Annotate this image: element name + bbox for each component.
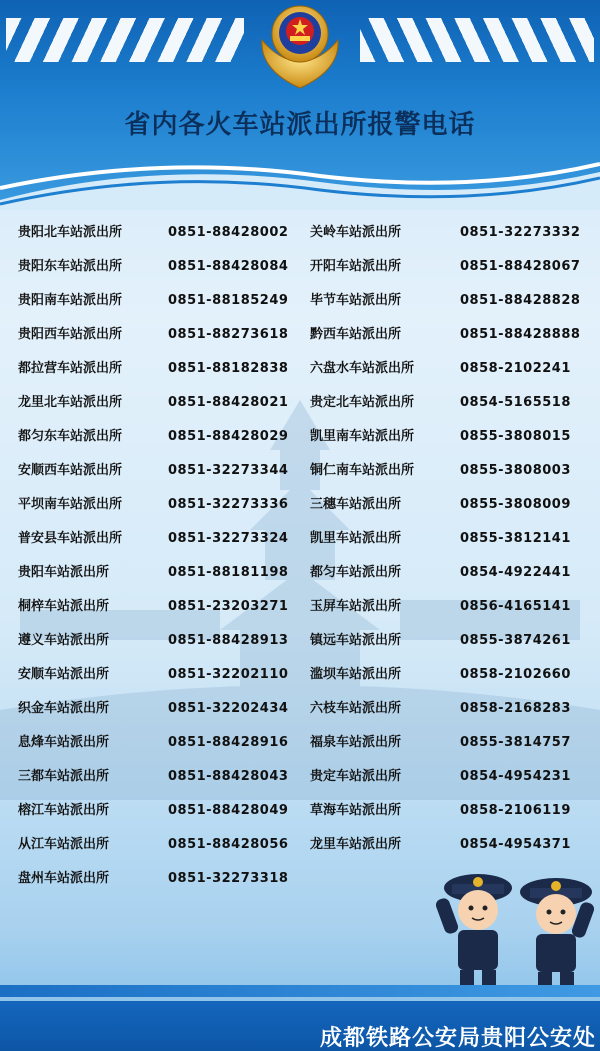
station-name: 贵阳车站派出所	[18, 565, 110, 580]
station-phone: 0851-88428067	[460, 259, 581, 274]
station-phone: 0851-88428056	[168, 837, 289, 852]
list-item	[0, 658, 600, 692]
station-name: 息烽车站派出所	[18, 735, 110, 750]
station-phone: 0851-32273318	[168, 871, 289, 886]
station-phone: 0855-3874261	[460, 633, 571, 648]
station-name: 贵阳北车站派出所	[18, 225, 123, 240]
station-phone: 0855-3812141	[460, 531, 571, 546]
list-item	[0, 250, 600, 284]
station-phone: 0851-32273332	[460, 225, 581, 240]
station-name: 凯里车站派出所	[310, 531, 402, 546]
station-name: 贵定车站派出所	[310, 769, 402, 784]
header-wave	[0, 160, 600, 210]
station-phone: 0851-32202434	[168, 701, 289, 716]
station-name: 福泉车站派出所	[310, 735, 402, 750]
decorative-stripes-right	[360, 18, 594, 62]
station-name: 草海车站派出所	[310, 803, 402, 818]
station-name: 榕江车站派出所	[18, 803, 110, 818]
list-item	[0, 624, 600, 658]
list-item	[0, 284, 600, 318]
station-name: 贵阳南车站派出所	[18, 293, 123, 308]
station-name: 开阳车站派出所	[310, 259, 402, 274]
station-name: 滥坝车站派出所	[310, 667, 402, 682]
station-phone: 0851-88428002	[168, 225, 289, 240]
footer	[0, 1001, 600, 1051]
station-name: 都匀东车站派出所	[18, 429, 123, 444]
station-phone: 0851-88185249	[168, 293, 289, 308]
station-name: 桐梓车站派出所	[18, 599, 110, 614]
station-name: 从江车站派出所	[18, 837, 110, 852]
station-phone: 0858-2102241	[460, 361, 571, 376]
station-name: 六盘水车站派出所	[310, 361, 415, 376]
station-name: 关岭车站派出所	[310, 225, 402, 240]
station-phone: 0851-88428916	[168, 735, 289, 750]
station-phone: 0851-88273618	[168, 327, 289, 342]
station-phone: 0851-23203271	[168, 599, 289, 614]
station-phone: 0851-32273324	[168, 531, 289, 546]
station-phone: 0851-88428043	[168, 769, 289, 784]
list-item	[0, 556, 600, 590]
station-phone: 0858-2102660	[460, 667, 571, 682]
footer-organization: 成都铁路公安局贵阳公安处	[320, 1026, 597, 1051]
station-phone: 0854-4954371	[460, 837, 571, 852]
station-name: 龙里北车站派出所	[18, 395, 123, 410]
station-name: 铜仁南车站派出所	[310, 463, 415, 478]
list-item	[0, 488, 600, 522]
station-phone: 0851-32273336	[168, 497, 289, 512]
station-phone: 0854-4922441	[460, 565, 571, 580]
station-phone: 0854-4954231	[460, 769, 571, 784]
station-name: 龙里车站派出所	[310, 837, 402, 852]
station-phone: 0858-2168283	[460, 701, 571, 716]
station-phone: 0855-3814757	[460, 735, 571, 750]
station-phone: 0851-88181198	[168, 565, 289, 580]
list-item	[0, 726, 600, 760]
station-phone: 0851-32202110	[168, 667, 289, 682]
station-name: 织金车站派出所	[18, 701, 110, 716]
station-phone: 0851-88428913	[168, 633, 289, 648]
station-phone: 0851-32273344	[168, 463, 289, 478]
station-phone: 0851-88428021	[168, 395, 289, 410]
station-name: 玉屏车站派出所	[310, 599, 402, 614]
list-item	[0, 590, 600, 624]
list-item	[0, 420, 600, 454]
station-phone: 0851-88428049	[168, 803, 289, 818]
station-phone: 0856-4165141	[460, 599, 571, 614]
station-name: 毕节车站派出所	[310, 293, 402, 308]
station-name: 贵定北车站派出所	[310, 395, 415, 410]
station-phone: 0855-3808015	[460, 429, 571, 444]
station-name: 安顺西车站派出所	[18, 463, 123, 478]
list-item	[0, 760, 600, 794]
station-phone: 0851-88428084	[168, 259, 289, 274]
station-name: 三都车站派出所	[18, 769, 110, 784]
station-name: 遵义车站派出所	[18, 633, 110, 648]
police-emblem-icon	[252, 0, 348, 92]
station-name: 盘州车站派出所	[18, 871, 110, 886]
station-phone: 0851-88182838	[168, 361, 289, 376]
station-phone: 0854-5165518	[460, 395, 571, 410]
station-name: 凯里南车站派出所	[310, 429, 415, 444]
list-item	[0, 216, 600, 250]
station-name: 贵阳东车站派出所	[18, 259, 123, 274]
station-phone: 0855-3808009	[460, 497, 571, 512]
station-name: 普安县车站派出所	[18, 531, 123, 546]
station-name: 安顺车站派出所	[18, 667, 110, 682]
station-phone: 0851-88428888	[460, 327, 581, 342]
header-banner	[0, 0, 600, 210]
station-name: 三穗车站派出所	[310, 497, 402, 512]
list-item	[0, 454, 600, 488]
list-item	[0, 522, 600, 556]
list-item	[0, 828, 600, 862]
list-item	[0, 352, 600, 386]
station-name: 镇远车站派出所	[310, 633, 402, 648]
list-item	[0, 386, 600, 420]
footer-band	[0, 985, 600, 997]
station-name: 黔西车站派出所	[310, 327, 402, 342]
list-item	[0, 794, 600, 828]
station-name: 都匀车站派出所	[310, 565, 402, 580]
station-phone: 0851-88428029	[168, 429, 289, 444]
station-phone: 0858-2106119	[460, 803, 571, 818]
police-officers-illustration	[436, 858, 600, 988]
page-title: 省内各火车站派出所报警电话	[124, 110, 476, 140]
station-phone: 0851-88428828	[460, 293, 581, 308]
station-phone: 0855-3808003	[460, 463, 571, 478]
list-item	[0, 318, 600, 352]
station-name: 都拉营车站派出所	[18, 361, 123, 376]
list-item	[0, 692, 600, 726]
decorative-stripes-left	[6, 18, 244, 62]
station-name: 六枝车站派出所	[310, 701, 402, 716]
station-name: 贵阳西车站派出所	[18, 327, 123, 342]
station-name: 平坝南车站派出所	[18, 497, 123, 512]
